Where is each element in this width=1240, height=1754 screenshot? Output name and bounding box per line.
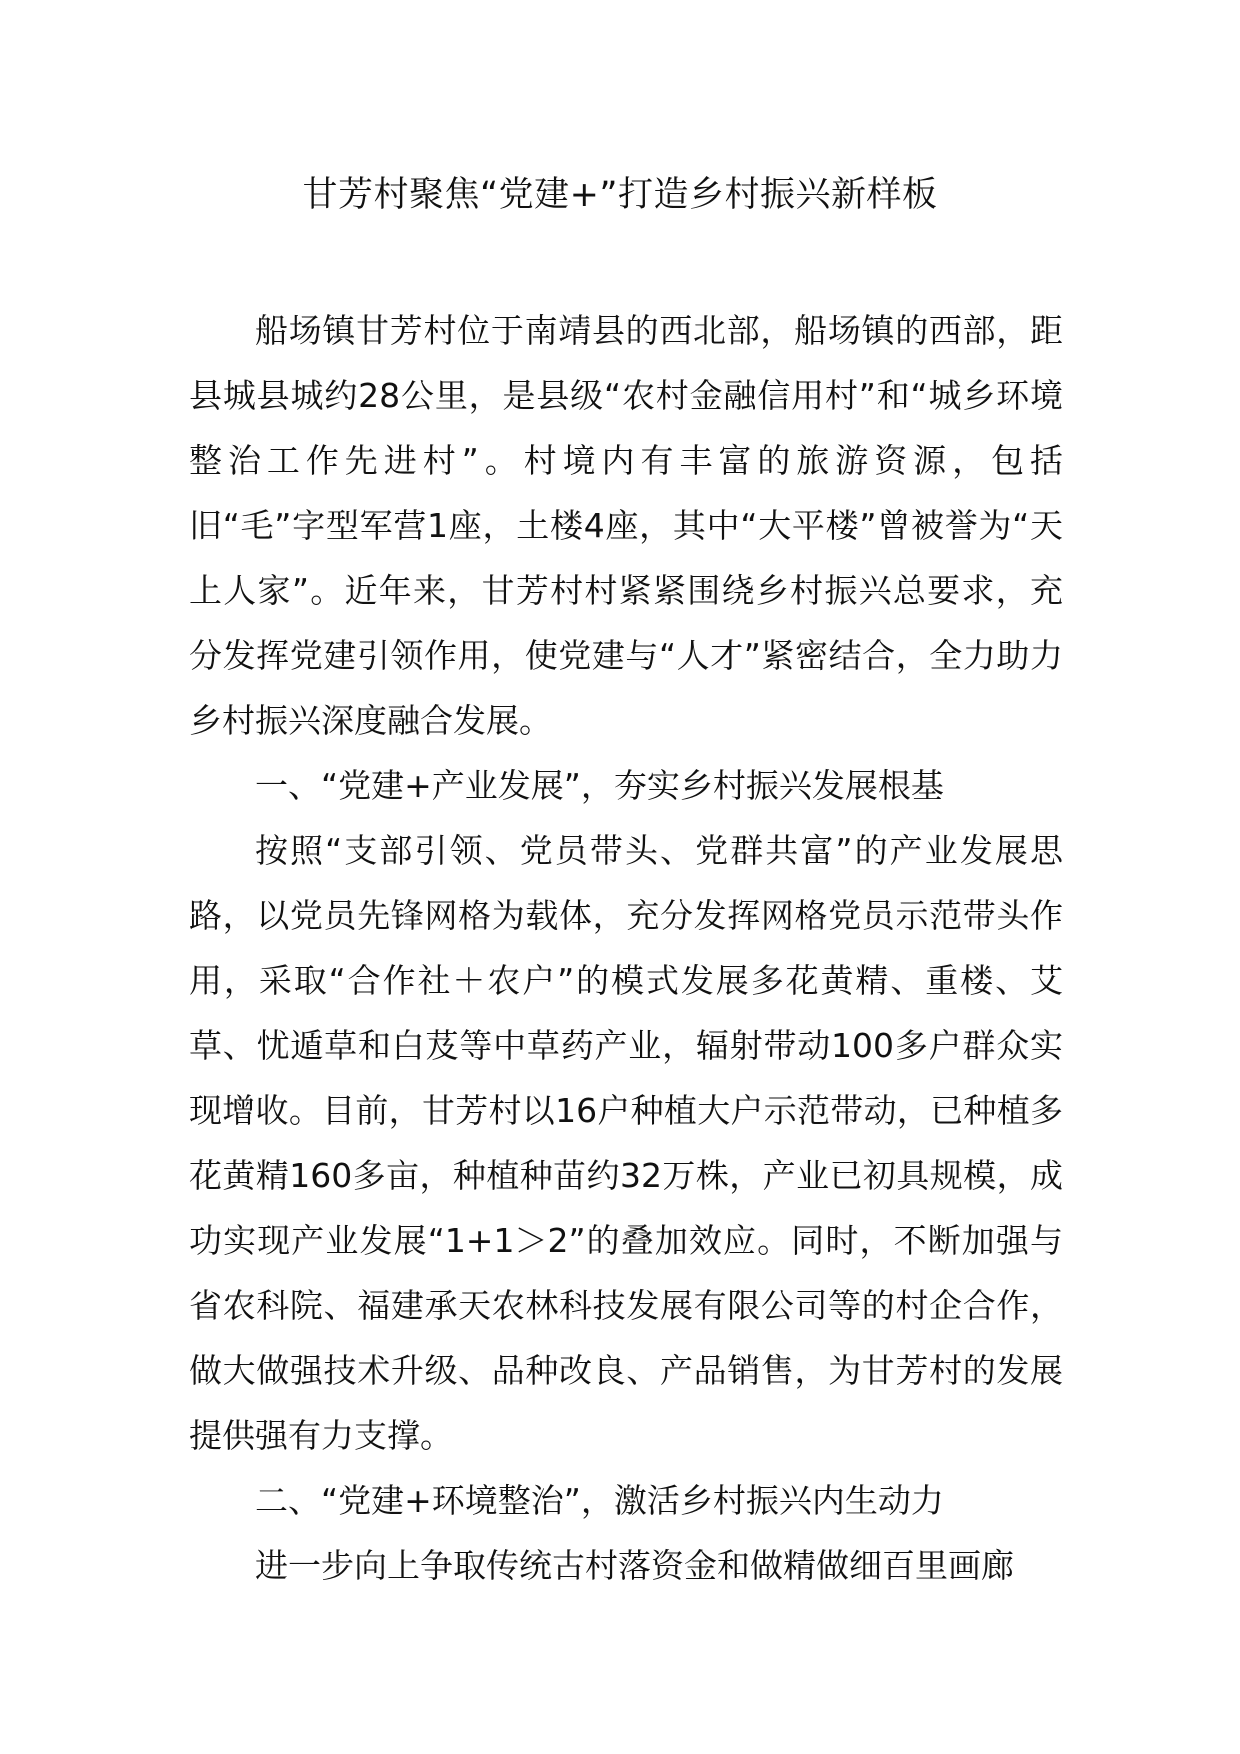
section-heading-1: 一、“党建+产业发展”，夯实乡村振兴发展根基 — [255, 766, 944, 805]
document-body — [189, 298, 1063, 1598]
intro-paragraph: 船场镇甘芳村位于南靖县的西北部，船场镇的西部，距县城县城约28公里，是县级“农村金融信用村”和“城乡环境整治工作先进村”。村境内有丰富的旅游资源，包括旧“毛”字型军营1座，土楼4座，其中“大平楼”曾被誉为“天上人家”。近年来，甘芳村村紧紧围绕乡村振兴总要求，充分发挥党建引领作用，使党建与“人才”紧密结合，全力助力乡村振兴深度融合发展。 — [189, 311, 1063, 740]
section-paragraph-2: 进一步向上争取传统古村落资金和做精做细百里画廊 — [255, 1546, 1014, 1585]
document-title: 甘芳村聚焦“党建+”打造乡村振兴新样板 — [302, 175, 938, 215]
section-paragraph-1: 按照“支部引领、党员带头、党群共富”的产业发展思路，以党员先锋网格为载体，充分发挥网格党员示范带头作用，采取“合作社＋农户”的模式发展多花黄精、重楼、艾草、忧遁草和白芨等中草药产业，辐射带动100多户群众实现增收。目前，甘芳村以16户种植大户示范带动，已种植多花黄精160多亩，种植种苗约32万株，产业已初具规模，成功实现产业发展“1+1＞2”的叠加效应。同时，不断加强与省农科院、福建承天农林科技发展有限公司等的村企合作，做大做强技术升级、品种改良、产品销售，为甘芳村的发展提供强有力支撑。 — [189, 831, 1063, 1455]
section-heading-2: 二、“党建+环境整治”，激活乡村振兴内生动力 — [255, 1481, 944, 1520]
